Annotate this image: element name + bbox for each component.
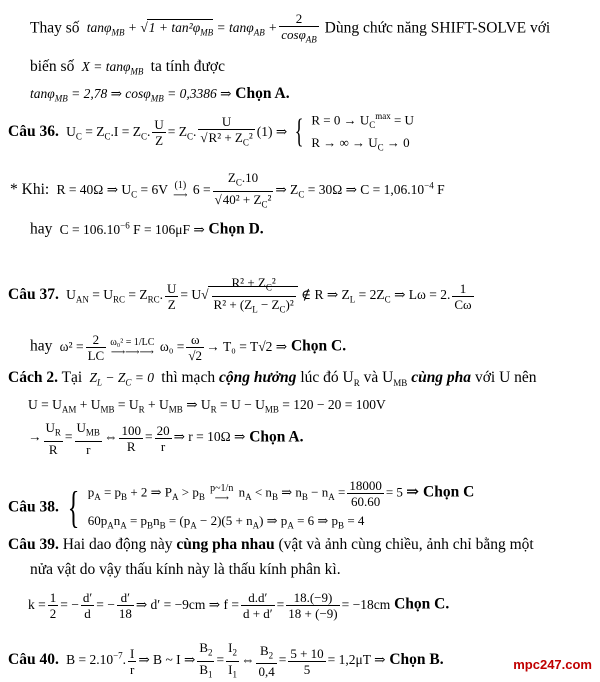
brace: {: [294, 113, 304, 151]
equation: k = $\frac{1}{2}$ = − $\frac{d'}{d}$ = − $\frac{d'}{18}$ ⇒ d′ = −9cm ⇒ f = $\frac{d.d'}{d + d'}$ = $\frac{18.(-9)}{18 + (-9)}$ = −18cm: [28, 590, 391, 621]
emphasis: cùng pha: [411, 369, 472, 386]
hay-line-1: [30, 215, 264, 240]
text: với U nên: [474, 369, 537, 386]
cau-39: [8, 535, 534, 555]
question-label: Câu 38.: [8, 498, 59, 516]
text: hay: [30, 337, 53, 355]
choice: Chọn B.: [389, 651, 444, 669]
cach-2: [8, 368, 537, 393]
cau-38: [8, 478, 475, 532]
equation: $U_{AN} = U_{RC} = Z_{RC}$. $\frac{U}{Z}$ = U√ $\frac{R^2 + Z_C^2}{R^2 + (Z_L - Z_C)^2}$ ∉ R ⇒ $Z_L = 2Z_C$ ⇒ Lω = 2. $\frac{1}{C\omega}$: [62, 275, 472, 315]
emphasis: cộng hưởng: [218, 369, 297, 386]
equation: tanφ$_{MB}$ = 2,78 ⇒ cosφ$_{MB}$ = 0,3386 ⇒: [30, 86, 232, 104]
subscript: R: [353, 378, 360, 389]
system: $p_A = p_B + 2$ ⇒ $P_A > p_B$ p~1/n ⟶ $n_A < n_B$ ⇒ $n_B - n_A$ = $\frac{18000}{60.60}$ = 5 ⇒ Chọn C $60p_An_A = p_Bn_B = (p_A - 2)(5 + n_A)$ ⇒ $p_A = 6$ ⇒ $p_B = 4$: [87, 478, 475, 531]
cau-37: [8, 275, 476, 317]
cau-39-line-2: [30, 560, 341, 580]
emphasis: cùng pha nhau: [176, 536, 275, 553]
text: lúc đó U: [300, 369, 354, 386]
text: ta tính được: [150, 58, 225, 75]
question-label: Câu 40.: [8, 651, 59, 669]
equation: $U_C = Z_C.I = Z_C$. $\frac{U}{Z}$ = $Z_C$. $\frac{U}{√R^2 + Z_C^2}$ (1) ⇒: [62, 114, 288, 149]
equation-render: $\tan\varphi_{MB} + √1 + \tan^2\varphi_{MB} = \tan\varphi_{AB}$ + $\frac{2}{\cos\varphi_{AB}}$: [83, 11, 317, 45]
equation: → $\frac{U_R}{R}$ = $\frac{U_{MB}}{r}$ ⇔ $\frac{100}{R}$ = $\frac{20}{r}$ ⇒ r = 10Ω ⇒: [28, 420, 246, 457]
equation: ω² = $\frac{2}{LC}$ ω₀² = 1/LC ⟶⟶⟶ ω₀ = $\frac{\omega}{√2}$ → T₀ = T√2 ⇒: [56, 332, 288, 363]
choice: Chọn D.: [208, 220, 264, 238]
equation: $Z_L - Z_C = 0$: [86, 370, 158, 388]
choice: Chọn C.: [290, 337, 347, 355]
cau-40: [8, 640, 444, 682]
text: * Khi:: [10, 181, 50, 199]
text: Thay số: [30, 19, 80, 37]
cases: $R = 0 \to U_C^{max} = U$ R → ∞ → $U_C \to 0$: [311, 111, 414, 153]
text: và U: [363, 369, 394, 386]
text: nửa vật do vậy thấu kính này là thấu kính phân kì.: [30, 561, 341, 578]
cau-36: [8, 108, 414, 153]
watermark: mpc247.com: [513, 657, 592, 672]
equation: $B = 2.10^{-7}$. $\frac{I}{r}$ ⇒ B ~ I ⇒ $\frac{B_2}{B_1}$ = $\frac{I_2}{I_1}$ ⇔ $\frac{B_2}{0,4}$ = $\frac{5 + 10}{5}$ = 1,2μT ⇒: [62, 640, 386, 680]
text: Dùng chức năng SHIFT-SOLVE với: [324, 19, 551, 37]
cach-2-line-3: [28, 420, 303, 457]
text: biến số: [30, 58, 75, 75]
text: Tại: [61, 369, 83, 386]
khi-line: [10, 170, 445, 212]
method-label: Cách 2.: [8, 369, 58, 386]
choice: Chọn A.: [249, 428, 304, 446]
subscript: MB: [393, 378, 408, 389]
text: (vật và ảnh cùng chiều, ảnh chỉ bằng một: [278, 536, 534, 553]
brace: {: [67, 482, 80, 532]
question-label: Câu 37.: [8, 286, 59, 304]
equation: X = tanφ$_{MB}$: [78, 59, 144, 77]
text: Hai dao động này: [62, 536, 173, 553]
hay-line-2: [30, 332, 346, 363]
equation: R = 40Ω ⇒ $U_C = 6V$ (1) ⟶ 6 = $\frac{Z_C.10}{√40^2 + Z_C^2}$ ⇒ $Z_C = 30\Omega$ ⇒ $C = 1,06.10^{-4}$ F: [53, 170, 445, 210]
choice: ⇒ Chọn C: [406, 483, 475, 501]
text: thì mạch: [161, 369, 216, 386]
text: hay: [30, 220, 53, 238]
choice: Chọn C.: [394, 595, 450, 613]
line-3: [30, 84, 290, 109]
line-1: [30, 11, 550, 48]
cach-2-line-2: $U = U_{AM} + U_{MB} = U_R + U_{MB}$ ⇒ $U_R = U - U_{MB} = 120 - 20 = 100V$: [28, 397, 386, 415]
question-label: Câu 39.: [8, 536, 59, 553]
line-2: [30, 57, 225, 82]
cau-39-line-3: [28, 590, 449, 621]
choice: Chọn A.: [235, 85, 290, 102]
equation: $C = 106.10^{-6}$ F = 106μF ⇒: [56, 220, 205, 237]
question-label: Câu 36.: [8, 122, 59, 140]
